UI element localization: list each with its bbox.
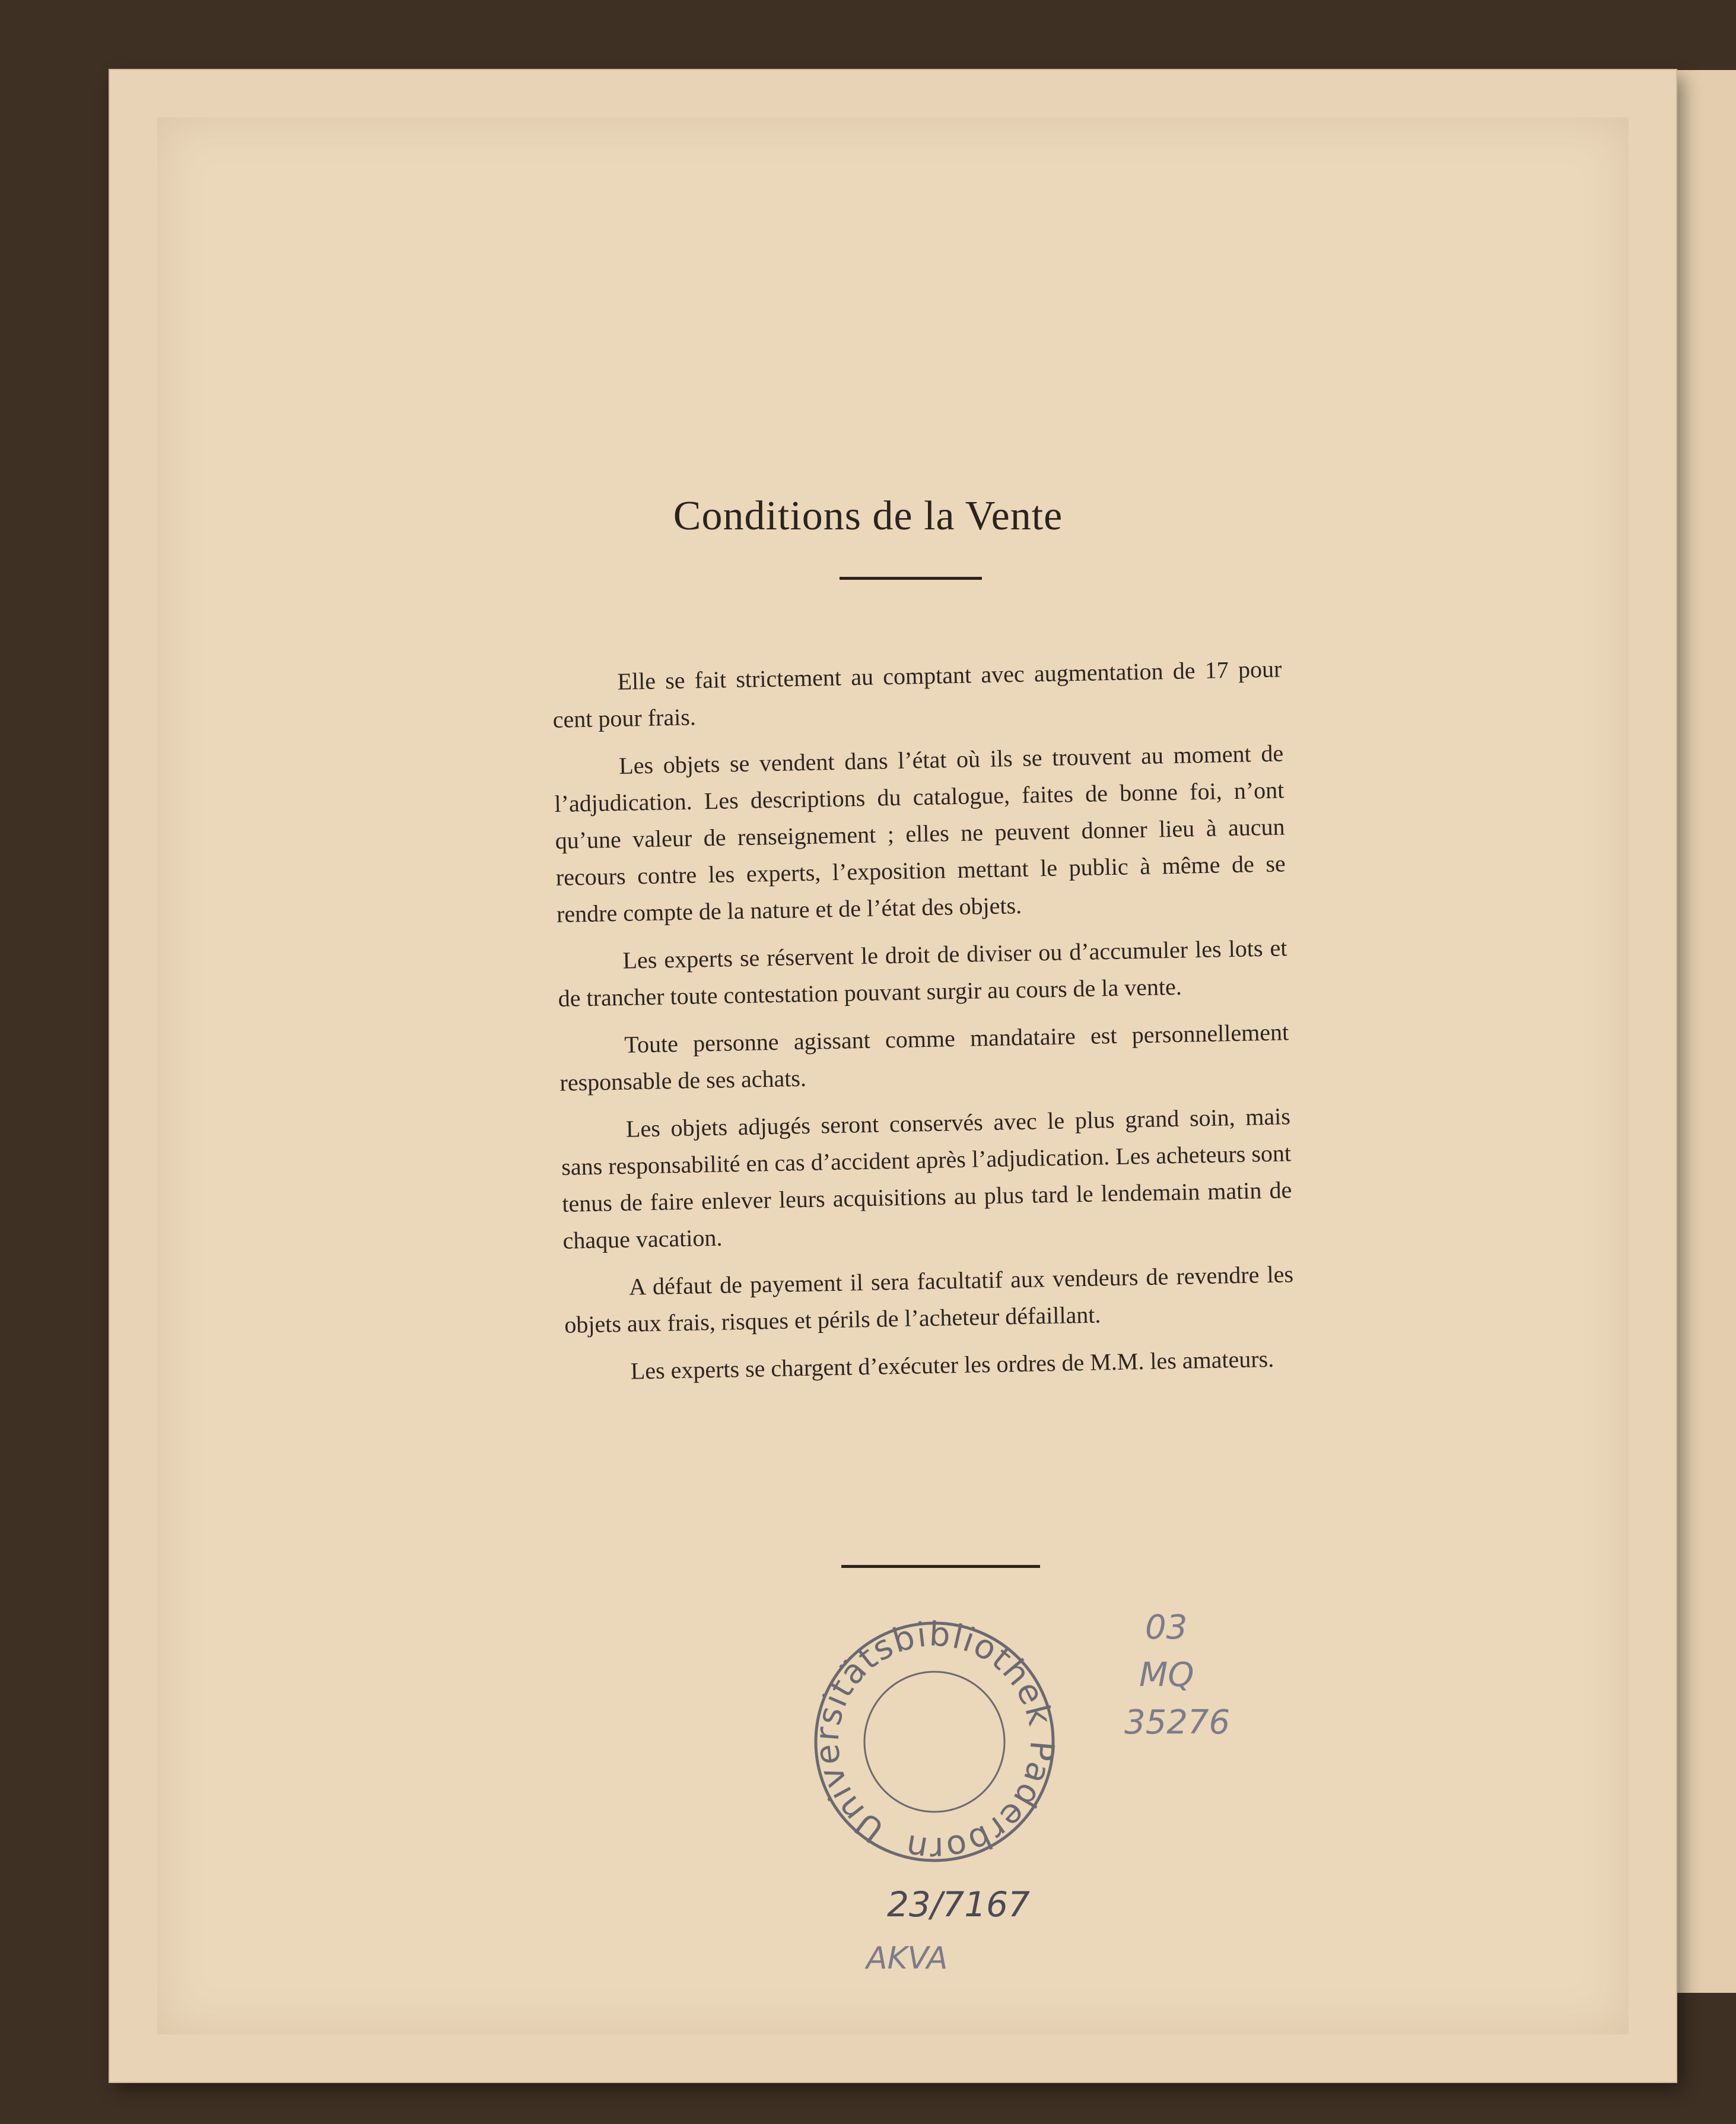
page-title: Conditions de la Vente xyxy=(673,493,1063,539)
adjacent-page-edge xyxy=(1673,70,1736,1993)
paragraph-orders: Les experts se chargent d’exécuter les ordres de M.M. les amateurs. xyxy=(630,1345,1274,1385)
conditions-text xyxy=(552,650,1296,1401)
stamp-text: Universitätsbibliothek Paderborn xyxy=(807,1615,1061,1869)
svg-text:Universitätsbibliothek Paderbo xyxy=(807,1614,1062,1869)
pencil-note: AKVA xyxy=(866,1941,948,1976)
paragraph-agents: Toute personne agissant comme mandataire est personnellement responsable de ses achats. xyxy=(559,1018,1289,1096)
paragraph-condition-of-objects: Les objets se vendent dans l’état où ils se trouvent au moment de l’adjudication. Les descriptions du catalogue, faites de bonne foi, n’ont qu’une valeur de renseignement ; elles ne peuvent donner lieu à aucun recours contre les experts, l’exposition mettant le public à même de se rendre compte de la nature et de l’état des objets. xyxy=(554,739,1286,928)
closing-divider xyxy=(841,1565,1040,1568)
accession-number: 23/7167 xyxy=(887,1884,1030,1925)
paragraph-default: A défaut de payement il sera facultatif aux vendeurs de revendre les objets aux frais, risques et périls de l’acheteur défaillant. xyxy=(564,1261,1294,1338)
paragraph-experts-rights: Les experts se réservent le droit de diviser ou d’accumuler les lots et de trancher toute contestation pouvant surgir au cours de la vente. xyxy=(558,934,1287,1012)
shelfmark-line-1: 03 xyxy=(1145,1608,1188,1647)
title-divider xyxy=(840,577,982,580)
paragraph-storage: Les objets adjugés seront conservés avec le plus grand soin, mais sans responsabilité en cas d’accident après l’adjudication. Les acheteurs sont tenus de faire enlever leurs acquisitions au plus tard le lendemain matin de chaque vacation. xyxy=(561,1103,1292,1254)
shelfmark-line-3: 35276 xyxy=(1124,1703,1231,1742)
library-stamp xyxy=(807,1614,1062,1869)
shelfmark-line-2: MQ xyxy=(1139,1656,1194,1694)
paragraph-payment: Elle se fait strictement au comptant avec augmentation de 17 pour cent pour frais. xyxy=(552,655,1282,733)
